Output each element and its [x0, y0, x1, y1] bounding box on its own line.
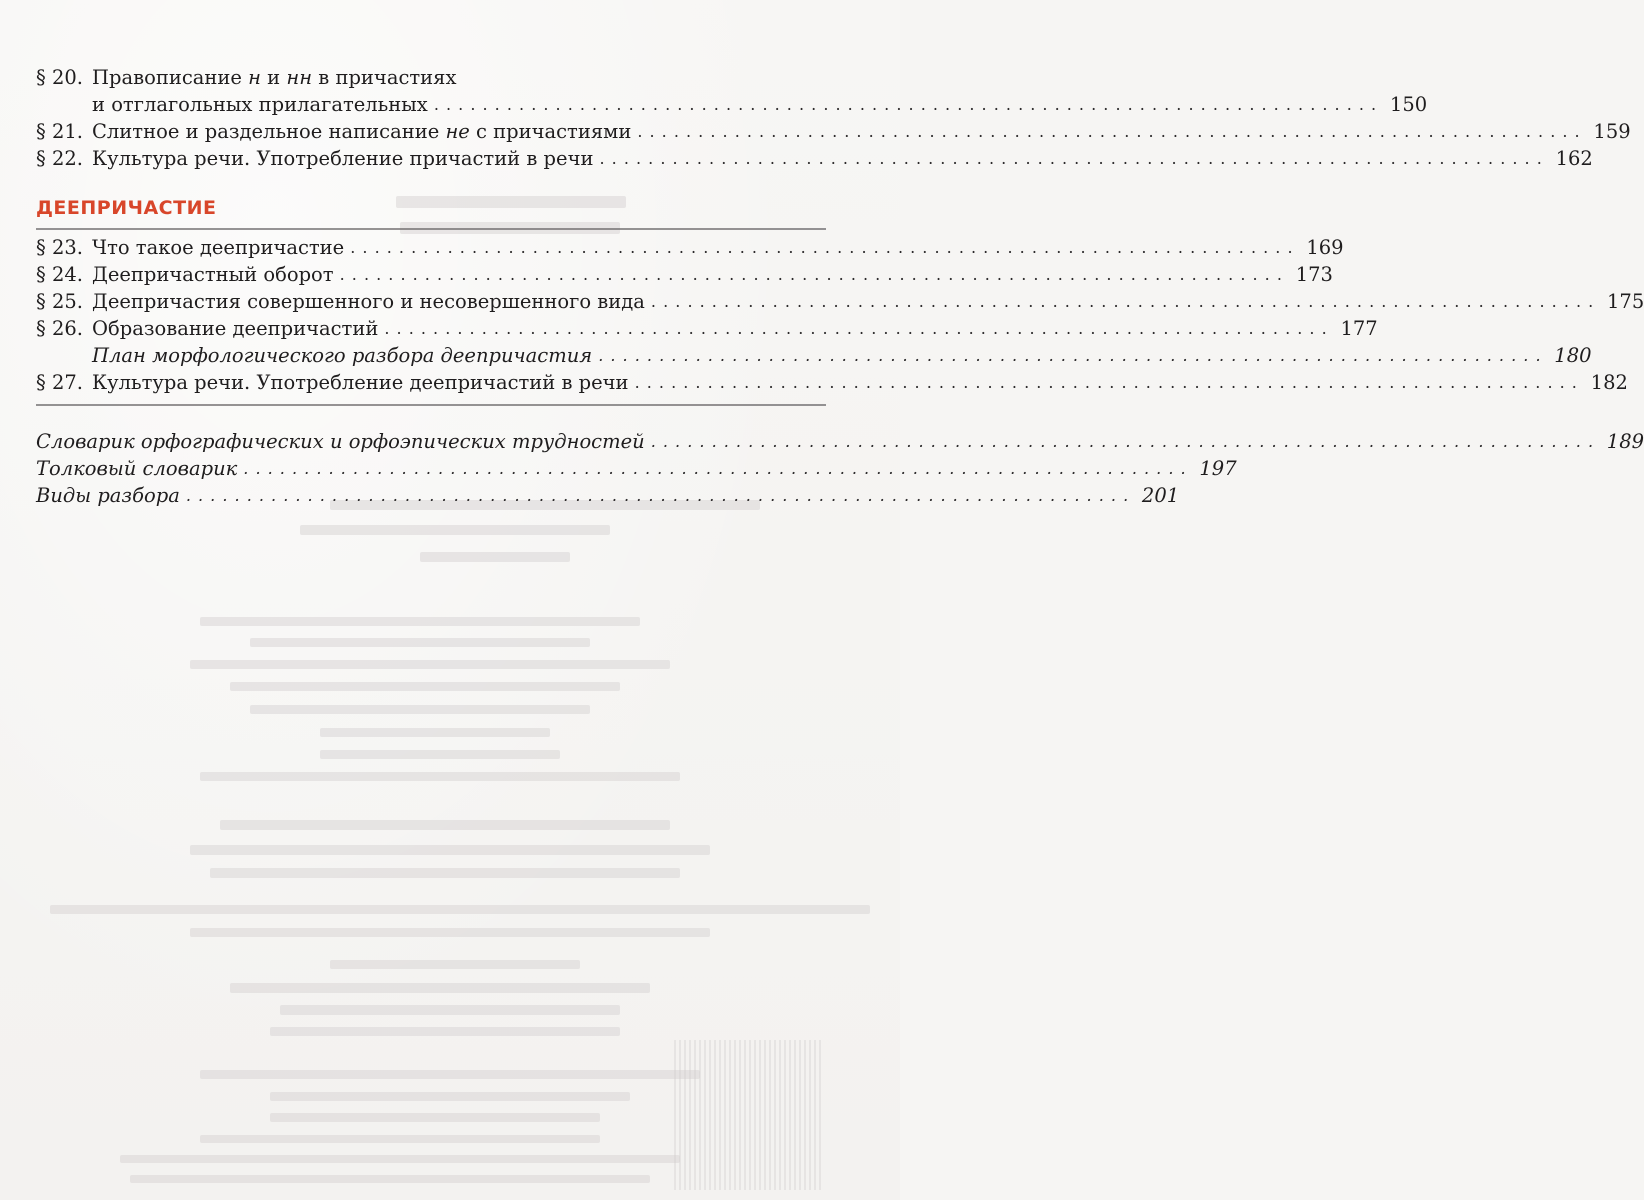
page-number: 182 — [1590, 371, 1628, 394]
section-title: Деепричастия совершенного и несовершенного вида — [92, 290, 645, 313]
section-title: Культура речи. Употребление причастий в речи — [92, 147, 594, 170]
dot-leader — [350, 234, 1293, 261]
page-number: 150 — [1389, 93, 1428, 116]
toc-entry-24 — [36, 261, 1333, 288]
page-number: 197 — [1199, 457, 1237, 480]
title-text: Слитное и раздельное написание — [92, 120, 446, 143]
section-number: § 21. — [36, 120, 83, 143]
section-number: § 20. — [36, 66, 83, 89]
toc-entry-21 — [36, 118, 1631, 145]
page-number: 201 — [1141, 484, 1180, 507]
appendix-title: Толковый словарик — [36, 457, 238, 480]
dot-leader — [637, 118, 1580, 145]
toc-entry-26 — [36, 315, 1378, 342]
section-title: Культура речи. Употребление деепричастий в речи — [92, 371, 629, 394]
page-number: 177 — [1340, 317, 1378, 340]
toc-entry-explanatory-dictionary — [36, 455, 1237, 482]
dot-leader — [635, 369, 1578, 396]
section-number: § 26. — [36, 317, 83, 340]
toc-entry-line — [36, 91, 1428, 118]
section-number: § 24. — [36, 263, 83, 286]
appendix-title: Словарик орфографических и орфоэпических трудностей — [36, 430, 645, 453]
toc-entry-dictionary-spelling — [36, 428, 1644, 455]
toc-entry-22 — [36, 145, 1593, 172]
toc-entry-27 — [36, 369, 1628, 396]
appendix-title: Виды разбора — [36, 484, 180, 507]
section-title: Образование деепричастий — [92, 317, 379, 340]
dot-leader — [384, 315, 1327, 342]
title-text: Правописание — [92, 66, 249, 89]
toc-entry-23 — [36, 234, 1344, 261]
dot-leader — [434, 91, 1377, 118]
dot-leader — [651, 288, 1594, 315]
page-number: 169 — [1306, 236, 1344, 259]
section-rule — [36, 404, 826, 406]
title-text: в причастиях — [312, 66, 457, 89]
section-number: § 27. — [36, 371, 83, 394]
section-number: § 22. — [36, 147, 83, 170]
heading-rule — [36, 228, 826, 230]
section-number: § 23. — [36, 236, 83, 259]
page-number: 189 — [1606, 430, 1644, 453]
page-number: 180 — [1554, 344, 1592, 367]
toc-entry-25 — [36, 288, 1644, 315]
chapter-heading: ДЕЕПРИЧАСТИЕ — [36, 197, 217, 219]
dot-leader — [651, 428, 1594, 455]
title-italic: нн — [286, 66, 313, 89]
page-number: 159 — [1593, 120, 1631, 143]
title-italic: не — [445, 120, 470, 143]
title-text: и — [260, 66, 287, 89]
title-text: с причастиями — [469, 120, 632, 143]
toc-entry-line — [36, 64, 826, 91]
section-title — [92, 64, 456, 91]
page-number: 175 — [1607, 290, 1644, 313]
section-title: Что такое деепричастие — [92, 236, 345, 259]
section-number: § 25. — [36, 290, 83, 313]
section-title: План морфологического разбора деепричастия — [92, 344, 593, 367]
dot-leader — [186, 482, 1129, 509]
dot-leader — [598, 342, 1541, 369]
toc-entry-plan — [36, 342, 1592, 369]
page-number: 162 — [1555, 147, 1593, 170]
toc-entry-analysis-types — [36, 482, 1180, 509]
table-of-contents — [36, 64, 1644, 509]
dot-leader — [340, 261, 1283, 288]
section-title — [92, 118, 631, 145]
section-title: Деепричастный оборот — [92, 263, 334, 286]
toc-entry-20 — [36, 64, 1428, 118]
page-number: 173 — [1295, 263, 1333, 286]
title-italic: н — [248, 66, 261, 89]
section-title-continued: и отглагольных прилагательных — [92, 93, 428, 116]
dot-leader — [243, 455, 1186, 482]
dot-leader — [599, 145, 1542, 172]
